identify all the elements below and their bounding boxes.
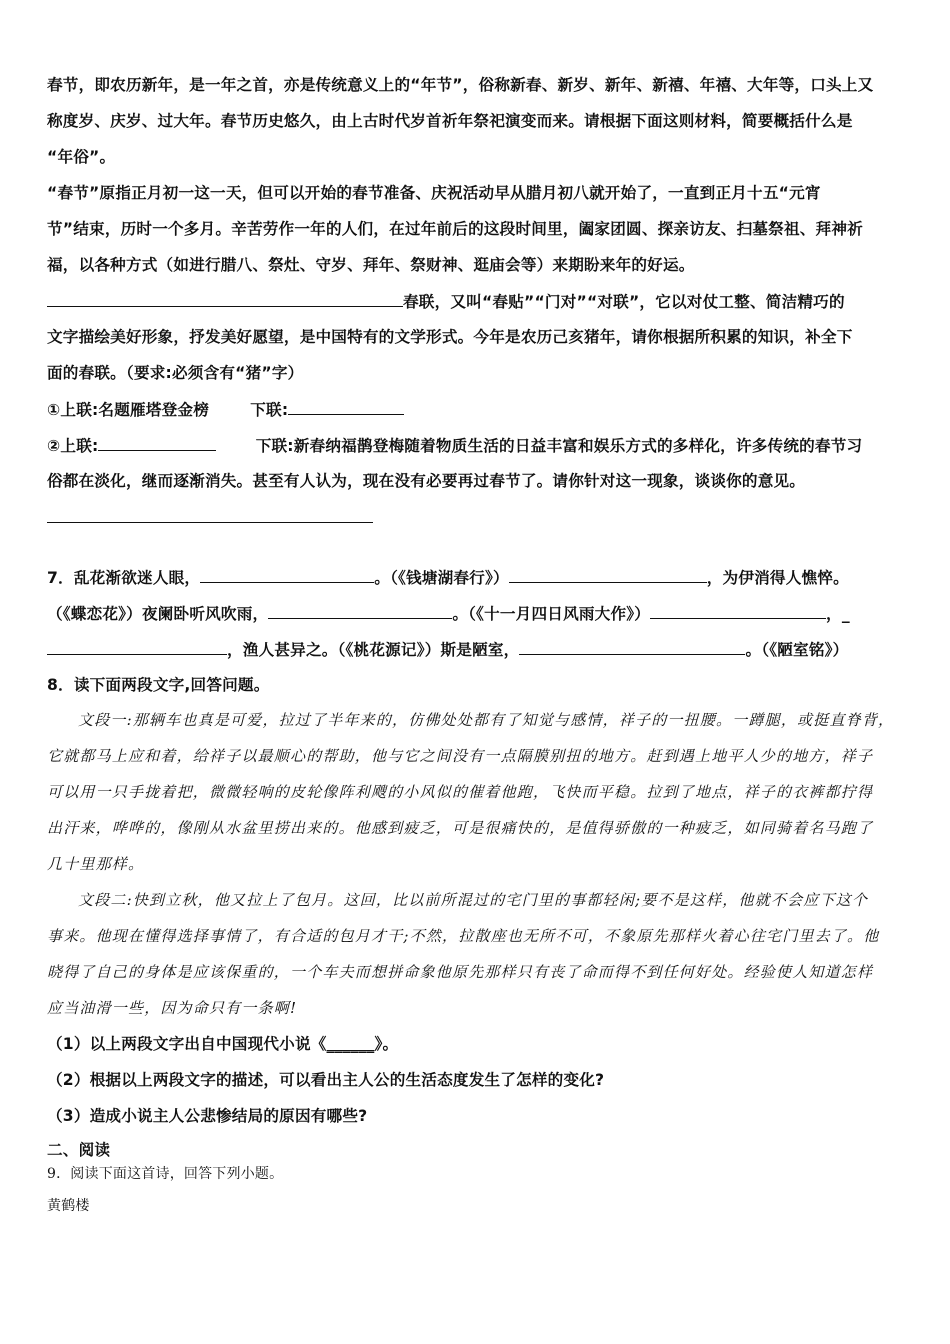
q8-passage-1-line-1: 文段一:那辆车也真是可爱，拉过了半年来的，仿佛处处都有了知觉与感情，祥子的一扭腰。一蹲腿，或挺直脊背， <box>78 711 895 729</box>
couplet-1 <box>47 399 404 420</box>
q6-material-line-3: 福，以各种方式（如进行腊八、祭灶、守岁、拜年、祭财神、逛庙会等）来期盼来年的好运。 <box>47 256 695 274</box>
answer-blank[interactable] <box>47 291 403 307</box>
opinion-prompt: 俗都在淡化，继而逐渐消失。甚至有人认为，现在没有必要再过春节了。请你针对这一现象，谈谈你的意见。 <box>47 472 806 490</box>
couplet-2-upper-label: ②上联: <box>47 437 99 455</box>
couplet-intro-line-1 <box>47 291 845 312</box>
q7-text-7: ，渔人甚异之。（《桃花源记》）斯是陋室， <box>227 641 520 659</box>
q6-intro-line-1: 春节，即农历新年，是一年之首，亦是传统意义上的“年节”，俗称新春、新岁、新年、新禧、年禧、大年等，口头上又 <box>47 76 874 94</box>
q8-passage-2-line-4: 应当油滑一些，因为命只有一条啊! <box>47 999 298 1017</box>
couplet-intro-line-3: 面的春联。（要求:必须含有“猪”字） <box>47 364 304 382</box>
q8-passage-1-line-5: 几十里那样。 <box>47 855 145 873</box>
q8-passage-2-line-2: 事来。他现在懂得选择事情了，有合适的包月才干;不然，拉散座也无所不可，不象原先那样火着心往宅门里去了。他 <box>47 927 880 945</box>
q8-sub-question-3: （3）造成小说主人公悲惨结局的原因有哪些? <box>47 1107 368 1125</box>
q6-material-line-1: “春节”原指正月初一这一天，但可以开始的春节准备、庆祝活动早从腊月初八就开始了，一直到正月十五“元宵 <box>47 184 821 202</box>
q7-text-1: 7．乱花渐欲迷人眼， <box>47 569 201 587</box>
q7-line-3 <box>47 639 848 660</box>
q8-passage-1-line-3: 可以用一只手拢着把，微微轻响的皮轮像阵利飕的小风似的催着他跑，飞快而平稳。拉到了地点，祥子的衣裤都拧得 <box>47 783 874 801</box>
couplet-2 <box>47 435 862 456</box>
q8-sub-question-1 <box>47 1034 398 1054</box>
q8-sub-question-2: （2）根据以上两段文字的描述，可以看出主人公的生活态度发生了怎样的变化? <box>47 1071 605 1089</box>
q7-text-8: 。（《陋室铭》） <box>745 641 849 659</box>
q7-text-3: ，为伊消得人憔悴。 <box>706 569 849 587</box>
q6-material-line-2: 节”结束，历时一个多月。辛苦劳作一年的人们，在过年前后的这段时间里，阖家团圆、探亲访友、扫墓祭祖、拜神祈 <box>47 220 863 238</box>
q8-passage-1-line-4: 出汗来，哗哗的，像刚从水盆里捞出来的。他感到疲乏，可是很痛快的，是值得骄傲的一种疲乏，如同骑着名马跑了 <box>47 819 874 837</box>
couplet-1-lower-blank[interactable] <box>288 399 404 415</box>
q7-text-6: ，_ <box>826 605 850 623</box>
couplet-intro-line-2: 文字描绘美好形象，抒发美好愿望，是中国特有的文学形式。今年是农历己亥猪年，请你根据所积累的知识，补全下 <box>47 328 853 346</box>
q8-sub1-blank[interactable]: ______ <box>326 1035 375 1053</box>
q7-line-2 <box>47 603 850 624</box>
q7-blank-6[interactable] <box>519 639 745 655</box>
q7-blank-2[interactable] <box>509 567 707 583</box>
q8-heading: 8．读下面两段文字,回答问题。 <box>47 676 270 694</box>
q8-passage-2-line-3: 晓得了自己的身体是应该保重的，一个车夫而想拼命象他原先那样只有丧了命而得不到任何好处。经验使人知道怎样 <box>47 963 874 981</box>
section-heading: 二、阅读 <box>47 1141 111 1159</box>
q8-passage-1-line-2: 它就都马上应和着，给祥子以最顺心的帮助，他与它之间没有一点隔膜别扭的地方。赶到遇上地平人少的地方，祥子 <box>47 747 874 765</box>
q8-passage-2-line-1: 文段二:快到立秋，他又拉上了包月。这回，比以前所混过的宅门里的事都轻闲;要不是这样，他就不会应下这个 <box>78 891 869 909</box>
q8-sub1-end: 》。 <box>374 1035 399 1053</box>
poem-title: 黄鹤楼 <box>47 1198 90 1214</box>
couplet-1-lower-label: 下联: <box>250 401 289 419</box>
q7-blank-1[interactable] <box>200 567 374 583</box>
q7-blank-4[interactable] <box>650 603 826 619</box>
q7-text-5: 。（《十一月四日风雨大作》） <box>452 605 651 623</box>
q6-intro-line-2: 称度岁、庆岁、过大年。春节历史悠久，由上古时代岁首祈年祭祀演变而来。请根据下面这则材料，简要概括什么是 <box>47 112 853 130</box>
q7-line-1 <box>47 567 849 588</box>
couplet-2-upper-blank[interactable] <box>98 435 216 451</box>
q7-blank-3[interactable] <box>268 603 452 619</box>
opinion-blank[interactable] <box>47 507 373 523</box>
couplet-intro-text: 春联，又叫“春贴”“门对”“对联”，它以对仗工整、简洁精巧的 <box>403 293 845 311</box>
couplet-2-lower: 下联:新春纳福鹊登梅随着物质生活的日益丰富和娱乐方式的多样化，许多传统的春节习 <box>255 437 863 455</box>
q8-sub1-text: （1）以上两段文字出自中国现代小说《 <box>47 1035 327 1053</box>
q9-prompt: 9．阅读下面这首诗，回答下列小题。 <box>47 1166 284 1182</box>
couplet-1-upper: ①上联:名题雁塔登金榜 <box>47 401 209 419</box>
q6-intro-line-3: “年俗”。 <box>47 148 116 166</box>
q7-text-2: 。（《钱塘湖春行》） <box>374 569 509 587</box>
opinion-answer-line <box>47 507 373 528</box>
q7-text-4: （《蝶恋花》）夜阑卧听风吹雨， <box>47 605 269 623</box>
q7-blank-5[interactable] <box>47 639 227 655</box>
